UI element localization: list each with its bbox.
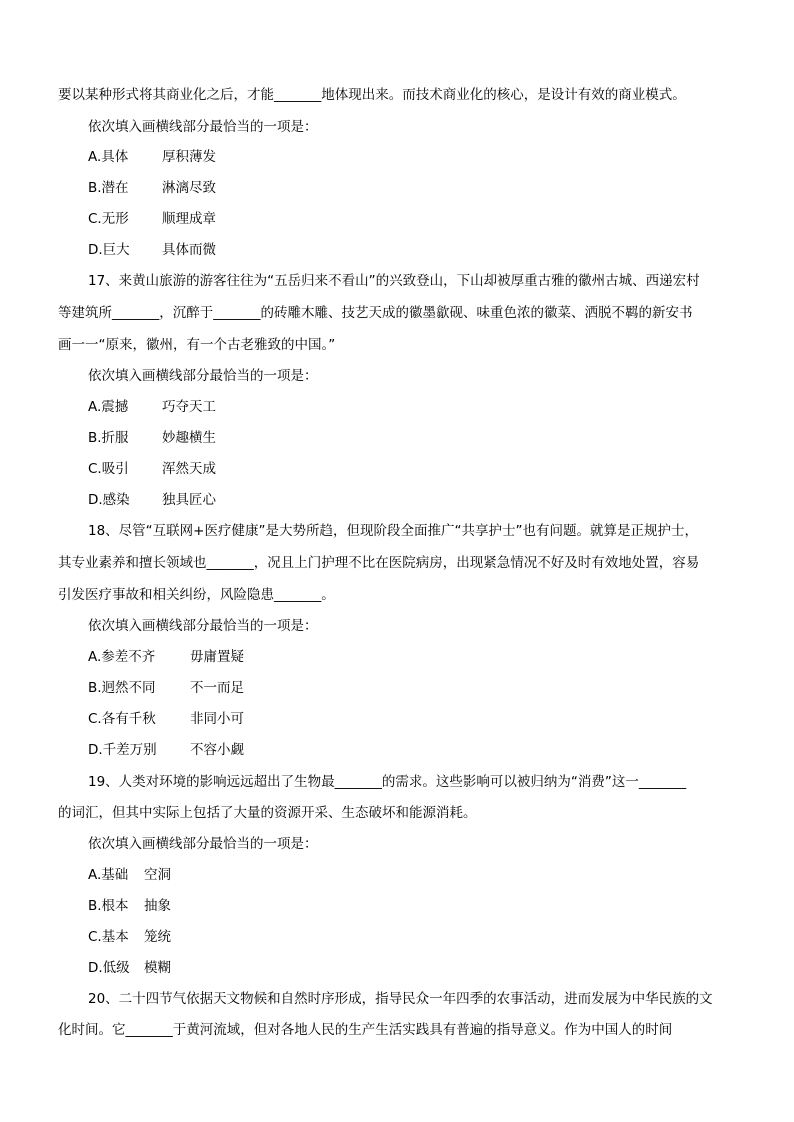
option-answer: 具体而微 xyxy=(162,242,216,258)
option-answer: 独具匠心 xyxy=(162,492,216,508)
q18-stem-line-1: 18、尽管“互联网+医疗健康”是大势所趋，但现阶段全面推广“共享护士”也有问题。就算是正规护士， xyxy=(88,523,698,539)
q16-option-c[interactable] xyxy=(88,210,216,228)
option-key: A.参差不齐 xyxy=(88,649,156,665)
option-answer: 巧夺天工 xyxy=(162,399,216,415)
q19-prompt: 依次填入画横线部分最恰当的一项是： xyxy=(88,836,318,852)
q18-option-c[interactable] xyxy=(88,710,244,728)
q19-option-a[interactable] xyxy=(88,866,171,884)
q19-option-d[interactable] xyxy=(88,959,171,977)
option-answer: 空洞 xyxy=(144,867,171,883)
intro-line: 要以某种形式将其商业化之后，才能_______地体现出来。而技术商业化的核心，是设计有效的商业模式。 xyxy=(58,87,686,103)
option-answer: 毋庸置疑 xyxy=(190,649,244,665)
option-key: B.折服 xyxy=(88,430,129,446)
q17-option-b[interactable] xyxy=(88,429,216,447)
option-key: B.根本 xyxy=(88,898,129,914)
option-answer: 淋漓尽致 xyxy=(162,180,216,196)
q17-option-a[interactable] xyxy=(88,398,216,416)
q17-option-d[interactable] xyxy=(88,491,216,509)
q20-stem-line-2: 化时间。它_______于黄河流域，但对各地人民的生产生活实践具有普遍的指导意义。作为中国人的时间 xyxy=(58,1022,673,1038)
q18-option-b[interactable] xyxy=(88,679,244,697)
option-answer: 妙趣横生 xyxy=(162,430,216,446)
q19-option-b[interactable] xyxy=(88,897,171,915)
q18-option-a[interactable] xyxy=(88,648,244,666)
q16-prompt: 依次填入画横线部分最恰当的一项是： xyxy=(88,119,318,135)
q18-stem-line-2: 其专业素养和擅长领域也_______，况且上门护理不比在医院病房，出现紧急情况不好及时有效地处置，容易 xyxy=(58,555,700,571)
option-key: D.低级 xyxy=(88,960,130,976)
q16-option-a[interactable] xyxy=(88,148,216,166)
option-key: B.潜在 xyxy=(88,180,129,196)
q18-prompt: 依次填入画横线部分最恰当的一项是： xyxy=(88,618,318,634)
option-answer: 不一而足 xyxy=(190,680,244,696)
option-key: D.千差万别 xyxy=(88,742,157,758)
option-answer: 笼统 xyxy=(144,929,171,945)
q19-stem-line-1: 19、人类对环境的影响远远超出了生物最_______的需求。这些影响可以被归纳为“消费”这一_______ xyxy=(88,774,687,790)
option-key: C.吸引 xyxy=(88,461,129,477)
q16-option-b[interactable] xyxy=(88,179,216,197)
option-key: C.无形 xyxy=(88,211,129,227)
option-answer: 抽象 xyxy=(144,898,171,914)
option-answer: 模糊 xyxy=(144,960,171,976)
option-key: A.震撼 xyxy=(88,399,129,415)
q16-option-d[interactable] xyxy=(88,241,216,259)
q19-stem-line-2: 的词汇，但其中实际上包括了大量的资源开采、生态破坏和能源消耗。 xyxy=(58,805,477,821)
q18-stem-line-3: 引发医疗事故和相关纠纷，风险隐患_______。 xyxy=(58,587,335,603)
option-key: B.迥然不同 xyxy=(88,680,156,696)
option-answer: 非同小可 xyxy=(190,711,244,727)
q17-stem-line-1: 17、来黄山旅游的游客往往为“五岳归来不看山”的兴致登山，下山却被厚重古雅的徽州古城、西递宏村 xyxy=(88,273,700,289)
option-answer: 不容小觑 xyxy=(190,742,244,758)
q17-option-c[interactable] xyxy=(88,460,216,478)
option-key: A.基础 xyxy=(88,867,129,883)
option-answer: 顺理成章 xyxy=(162,211,216,227)
q19-option-c[interactable] xyxy=(88,928,171,946)
option-key: D.感染 xyxy=(88,492,130,508)
option-key: C.各有千秋 xyxy=(88,711,156,727)
q20-stem-line-1: 20、二十四节气依据天文物候和自然时序形成，指导民众一年四季的农事活动，进而发展为中华民族的文 xyxy=(88,991,713,1007)
option-answer: 浑然天成 xyxy=(162,461,216,477)
option-key: D.巨大 xyxy=(88,242,130,258)
q17-stem-line-2: 等建筑所_______，沉醉于_______的砖雕木雕、技艺天成的徽墨歙砚、味重色浓的徽菜、洒脱不羁的新安书 xyxy=(58,305,693,321)
option-key: A.具体 xyxy=(88,149,129,165)
q18-option-d[interactable] xyxy=(88,741,244,759)
option-key: C.基本 xyxy=(88,929,129,945)
option-answer: 厚积薄发 xyxy=(162,149,216,165)
q17-stem-line-3: 画一一“原来，徽州，有一个古老雅致的中国。” xyxy=(58,337,336,353)
q17-prompt: 依次填入画横线部分最恰当的一项是： xyxy=(88,368,318,384)
